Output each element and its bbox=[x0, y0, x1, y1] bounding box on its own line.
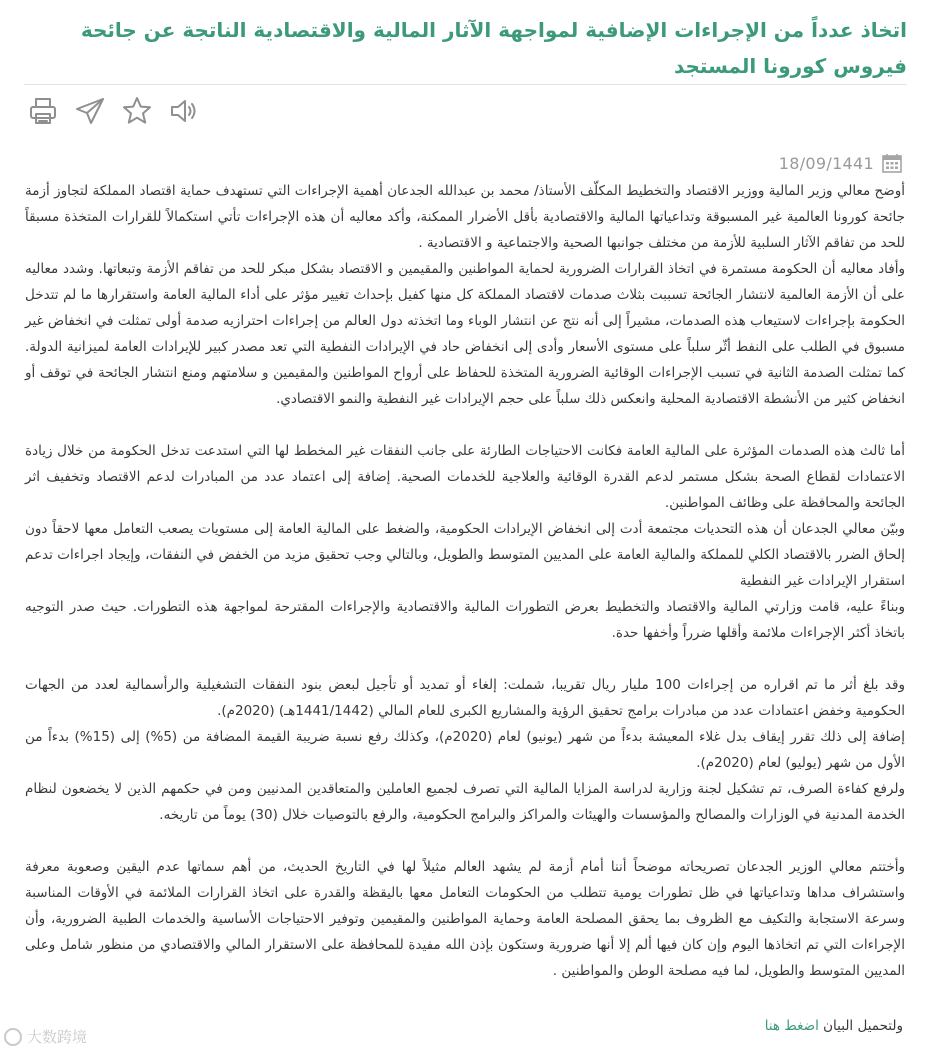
title-divider bbox=[24, 84, 907, 85]
article-paragraph: وبناءً عليه، قامت وزارتي المالية والاقتصاد والتخطيط بعرض التطورات المالية والاقتصادية والإجراءات المقترحة لمواجهة هذه التطورات. حيث صدر التوجيه باتخاذ أكثر الإجراءات ملائمة وأقلها ضرراً وأخفها حدة. bbox=[25, 599, 905, 641]
date-text: 18/09/1441 bbox=[778, 153, 874, 173]
article-toolbar bbox=[26, 94, 201, 128]
article-paragraph: وأفاد معاليه أن الحكومة مستمرة في اتخاذ القرارات الضرورية لحماية المواطنين والمقيمين و الاقتصاد بشكل مبكر للحد من تفاقم الأزمة وتبعاتها. وشدد معاليه على أن الأزمة العالمية لانتشار الجائحة تسببت بثلاث صدمات لاقتصاد المملكة كل منها كفيل بإحداث تغيير مؤثر على أداء المالية العامة واستقرارها ما لم تتدخل الحكومة بإجراءات لاستيعاب هذه الصدمات، مشيراً إلى أنه نتج عن انتشار الوباء وما اتخذته دول العالم من إجراءات احترازيه صدمة أولى تمثلت في انخفاض غير مسبوق في الطلب على النفط أثّر سلباً على مستوى الأسعار وأدى إلى انخفاض حاد في الإيرادات النفطية التي تعد مصدر كبير للإيرادات العامة لميزانية الدولة. كما تمثلت الصدمة الثانية في تسبب الإجراءات الوقائية الضرورية المتخذة للحفاظ على أرواح المواطنين والمقيمين و سلامتهم ومنع انتشار الجائحة في توقف أو انخفاض كثير من الأنشطة الاقتصادية المحلية وانعكس ذلك سلباً على حجم الإيرادات غير النفطية والنمو الاقتصادي. bbox=[25, 261, 905, 407]
download-statement bbox=[765, 1018, 903, 1034]
watermark-logo-icon bbox=[4, 1028, 22, 1046]
watermark bbox=[4, 1026, 87, 1047]
favorite-button[interactable] bbox=[120, 94, 154, 128]
send-icon bbox=[74, 95, 106, 127]
watermark-text: 大数跨境 bbox=[27, 1028, 88, 1046]
listen-button[interactable] bbox=[167, 94, 201, 128]
article-paragraph: إضافة إلى ذلك تقرر إيقاف بدل غلاء المعيشة بدءاً من شهر (يونيو) لعام (2020م)، وكذلك رفع نسبة ضريبة القيمة المضافة من (5%) إلى (15%) بدءاً من الأول من شهر (يوليو) لعام (2020م). bbox=[25, 729, 905, 771]
article-date bbox=[779, 150, 903, 176]
article-paragraph: وقد بلغ أثر ما تم اقراره من إجراءات 100 مليار ريال تقريبا، شملت: إلغاء أو تمديد أو تأجيل لبعض بنود النفقات التشغيلية والرأسمالية لعدد من الجهات الحكومية وخفض اعتمادات عدد من مبادرات برامج تحقيق الرؤية والمشاريع الكبرى للعام المالي (1441/1442هـ) (2020م). bbox=[25, 677, 905, 719]
article-paragraph: أما ثالث هذه الصدمات المؤثرة على المالية العامة فكانت الاحتياجات الطارئة على جانب النفقات غير المخطط لها التي استدعت تدخل الحكومة من خلال زيادة الاعتمادات لقطاع الصحة بشكل مستمر لدعم القدرة الوقائية والعلاجية للخدمات الصحية. إضافة إلى اعتماد عدد من المبادرات لدعم الاقتصاد وتخفيف اثر الجائحة والمحافظة على وظائف المواطنين. bbox=[25, 443, 905, 511]
article-title: اتخاذ عدداً من الإجراءات الإضافية لمواجهة الآثار المالية والاقتصادية الناتجة عن جائحة فيروس كورونا المستجد bbox=[80, 18, 907, 78]
calendar-icon bbox=[881, 152, 903, 174]
article-paragraph: وبيّن معالي الجدعان أن هذه التحديات مجتمعة أدت إلى انخفاض الإيرادات الحكومية، والضغط على المالية العامة إلى مستويات يصعب التعامل معها لاحقاً دون إلحاق الضرر بالاقتصاد الكلي للمملكة والمالية العامة على المديين المتوسط والطويل، وبالتالي وجب تحقيق مزيد من الخفض في النفقات، وإيجاد اجراءات تدعم استقرار الإيرادات غير النفطية bbox=[25, 521, 905, 589]
article-paragraph: ولرفع كفاءة الصرف، تم تشكيل لجنة وزارية لدراسة المزايا المالية التي تصرف لجميع العاملين والمتعاقدين المدنيين ومن في حكمهم الذين لا يخضعون لنظام الخدمة المدنية في الوزارات والمصالح والمؤسسات والهيئات والمراكز والبرامج الحكومية، والرفع بالتوصيات خلال (30) يوماً من تاريخه. bbox=[25, 781, 905, 823]
print-icon bbox=[27, 95, 59, 127]
star-icon bbox=[121, 95, 153, 127]
article-body bbox=[25, 178, 905, 984]
print-button[interactable] bbox=[26, 94, 60, 128]
article-paragraph: وأختتم معالي الوزير الجدعان تصريحاته موضحاً أننا أمام أزمة لم يشهد العالم مثيلاً لها في التاريخ الحديث، من أهم سماتها عدم اليقين وصعوبة معرفة واستشراف مداها وتداعياتها في ظل تطورات يومية تتطلب من الحكومات التعامل معها باليقظة والقدرة على اتخاذ القرارات الملائمة في الأوقات المناسبة وسرعة الاستجابة والتكيف مع الظروف بما يحقق المصلحة العامة وحماية المواطنين والمقيمين وتوفير الاحتياجات الأساسية والخدمات الطبية الضرورية، وأن الإجراءات التي تم اتخاذها اليوم وإن كان فيها ألم إلا أنها ضرورية وستكون بإذن الله مفيدة للمحافظة على الاستقرار المالي والاقتصادي من منظور شامل وعلى المديين المتوسط والطويل، لما فيه مصلحة الوطن والمواطنين . bbox=[25, 859, 905, 979]
speaker-icon bbox=[168, 95, 200, 127]
download-link[interactable]: اضغط هنا bbox=[764, 1018, 819, 1034]
share-button[interactable] bbox=[73, 94, 107, 128]
download-label: ولتحميل البيان bbox=[823, 1018, 903, 1034]
article-paragraph: أوضح معالي وزير المالية ووزير الاقتصاد والتخطيط المكلّف الأستاذ/ محمد بن عبدالله الجدعان أهمية الإجراءات التي تستهدف حماية اقتصاد المملكة لتجاوز أزمة جائحة كورونا العالمية غير المسبوقة وتداعياتها المالية والاقتصادية بأقل الأضرار الممكنة، وأكد معاليه أن هذه الإجراءات تأتي استكمالاً للقرارات المتخذة مسبقاً للحد من تفاقم الآثار السلبية للأزمة من مختلف جوانبها الصحية والاجتماعية و الاقتصادية . bbox=[25, 183, 905, 251]
